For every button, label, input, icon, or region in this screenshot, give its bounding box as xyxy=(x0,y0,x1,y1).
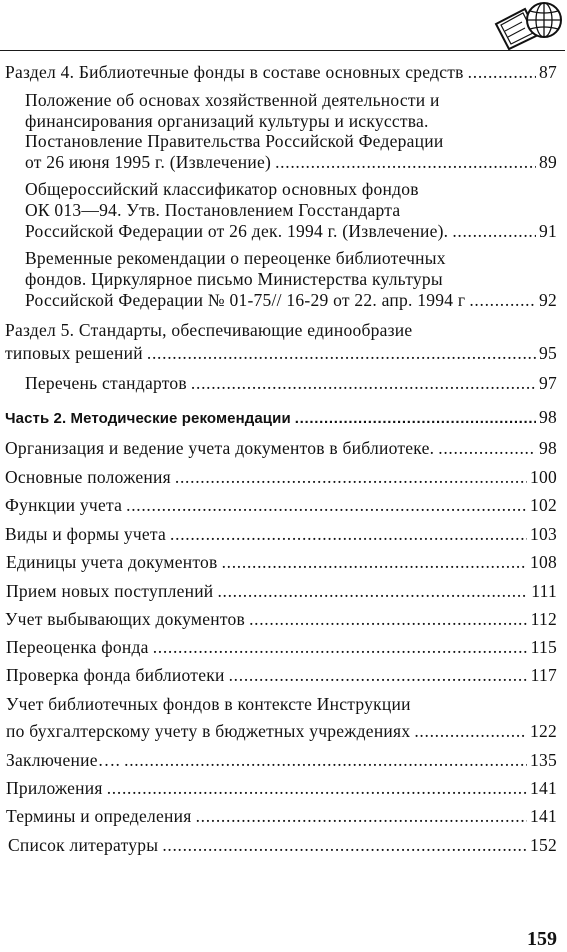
dot-leader xyxy=(222,552,527,573)
dot-leader xyxy=(162,835,527,856)
toc-entry-title: Перечень стандартов xyxy=(25,373,187,393)
toc-entry xyxy=(6,806,557,827)
toc-entry-title: Термины и определения xyxy=(6,806,192,826)
toc-entry-title: Виды и формы учета xyxy=(5,524,167,544)
toc-entry xyxy=(6,552,557,573)
toc-entry xyxy=(5,438,557,459)
toc-entry-page: 100 xyxy=(530,467,557,487)
toc-entry-title: финансирования организаций культуры и искусства. xyxy=(25,110,429,131)
toc-part-title: Часть 2. Методические рекомендации xyxy=(5,410,291,427)
toc-entry-title: Основные положения xyxy=(5,467,171,487)
toc-part-heading xyxy=(5,407,557,429)
toc-entry-title: Раздел 4. Библиотечные фонды в составе основных средств xyxy=(5,62,464,82)
toc-entry-title: ОК 013—94. Утв. Постановлением Госстандарта xyxy=(25,200,401,220)
toc-entry xyxy=(5,62,557,83)
dot-leader xyxy=(414,718,527,745)
toc-entry-title: Учет выбывающих документов xyxy=(5,609,246,629)
toc-entry xyxy=(6,637,557,658)
toc-entry-title: Прием новых поступлений xyxy=(6,581,214,601)
toc-entry-title: Заключение…. xyxy=(6,750,121,770)
toc-entry-page: 98 xyxy=(539,438,557,458)
toc-entry xyxy=(5,319,557,365)
dot-leader xyxy=(275,152,536,173)
dot-leader xyxy=(170,524,527,545)
toc-entry-page: 91 xyxy=(539,221,557,241)
toc-entry xyxy=(5,495,557,516)
toc-entry-title: типовых решений xyxy=(5,343,143,363)
toc-entry-page: 97 xyxy=(539,373,557,393)
toc-entry xyxy=(6,665,557,686)
toc-entry-page: 95 xyxy=(539,343,557,363)
header-rule xyxy=(0,50,565,51)
toc-entry xyxy=(25,90,557,172)
toc-entry-title: по бухгалтерскому учету в бюджетных учреждениях xyxy=(6,721,411,741)
toc-entry-page: 135 xyxy=(530,750,557,770)
toc-entry xyxy=(6,750,557,771)
dot-leader xyxy=(126,495,527,516)
toc-entry-page: 111 xyxy=(531,581,557,601)
dot-leader xyxy=(468,62,536,83)
toc-entry-title: Российской Федерации от 26 дек. 1994 г. (Извлечение). xyxy=(25,221,449,241)
toc-entry-title: Переоценка фонда xyxy=(6,637,149,657)
dot-leader xyxy=(229,665,528,686)
dot-leader xyxy=(196,806,527,827)
toc-entry xyxy=(6,691,557,745)
toc-entry xyxy=(25,373,557,394)
toc-entry xyxy=(5,467,557,488)
toc-entry-page: 108 xyxy=(530,552,557,572)
toc-entry-page: 115 xyxy=(530,637,557,657)
toc-entry-title: фондов. Циркулярное письмо Министерства культуры xyxy=(25,269,443,289)
toc-entry-page: 102 xyxy=(530,495,557,515)
toc-entry-page: 89 xyxy=(539,151,557,172)
toc-entry xyxy=(5,609,557,630)
toc-entry-page: 141 xyxy=(530,778,557,798)
toc-entry-title: Список литературы xyxy=(8,835,159,855)
toc-entry-page: 122 xyxy=(530,721,557,741)
dot-leader xyxy=(295,408,536,429)
dot-leader xyxy=(452,221,536,242)
toc-entry-page: 92 xyxy=(539,290,557,310)
dot-leader xyxy=(107,778,527,799)
toc-entry-title: Проверка фонда библиотеки xyxy=(6,665,225,685)
dot-leader xyxy=(438,438,536,459)
toc-entry-page: 103 xyxy=(530,524,557,544)
toc-entry-title: Временные рекомендации о переоценке библиотечных xyxy=(25,248,446,268)
toc-entry-page: 141 xyxy=(530,806,557,826)
dot-leader xyxy=(175,467,527,488)
toc-entry xyxy=(8,835,557,856)
toc-entry-title: Организация и ведение учета документов в библиотеке. xyxy=(5,438,435,458)
dot-leader xyxy=(217,581,528,602)
toc-entry xyxy=(25,179,557,242)
toc-entry xyxy=(6,581,557,602)
toc-entry-title: Общероссийский классификатор основных фондов xyxy=(25,179,419,199)
dot-leader xyxy=(191,373,536,394)
dot-leader xyxy=(469,290,536,311)
toc-entry-title: Постановление Правительства Российской Федерации xyxy=(25,131,444,151)
toc-entry-title: Функции учета xyxy=(5,495,123,515)
toc-entry-title: Приложения xyxy=(6,778,103,798)
toc-entry-title: Положение об основах хозяйственной деятельности и xyxy=(25,90,440,110)
dot-leader xyxy=(153,637,528,658)
toc-entry-page: 98 xyxy=(539,407,557,427)
toc-entry xyxy=(6,778,557,799)
toc-entry-title: Учет библиотечных фондов в контексте Инструкции xyxy=(6,694,411,714)
toc-entry-page: 152 xyxy=(530,835,557,855)
toc-entry-title: Единицы учета документов xyxy=(6,552,218,572)
dot-leader xyxy=(249,609,528,630)
toc-entry-title: Российской Федерации № 01-75// 16-29 от 22. апр. 1994 г xyxy=(25,290,466,310)
toc-entry xyxy=(5,524,557,545)
toc-entry-page: 112 xyxy=(530,609,557,629)
globe-book-icon xyxy=(492,0,564,52)
toc-entry xyxy=(25,248,557,311)
toc-entry-page: 87 xyxy=(539,62,557,82)
toc-entry-title: Раздел 5. Стандарты, обеспечивающие единообразие xyxy=(5,320,413,340)
page-number: 159 xyxy=(527,928,557,950)
toc-entry-title: от 26 июня 1995 г. (Извлечение) xyxy=(25,151,272,172)
dot-leader xyxy=(124,750,527,771)
toc-entry-page: 117 xyxy=(530,665,557,685)
dot-leader xyxy=(147,342,536,365)
